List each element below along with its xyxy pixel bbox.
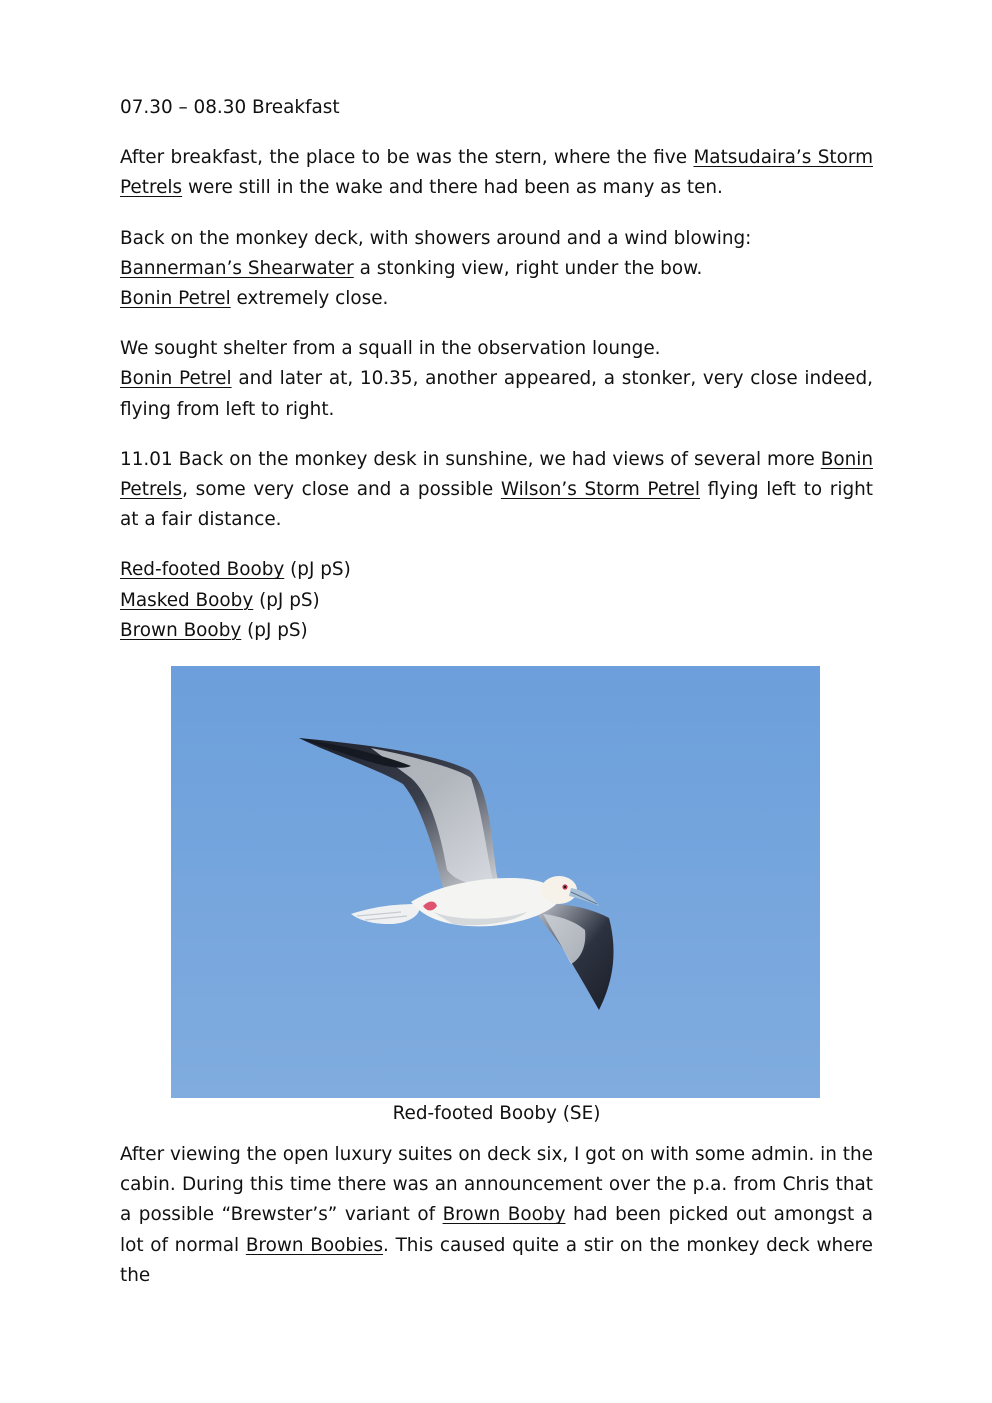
list-item: Masked Booby (pJ pS) xyxy=(120,589,320,611)
booby-photo xyxy=(171,666,820,1098)
species-list xyxy=(120,555,873,646)
list-item: Red-footed Booby (pJ pS) xyxy=(120,559,351,581)
time-heading: 07.30 – 08.30 Breakfast xyxy=(120,97,340,118)
document-body xyxy=(120,93,873,666)
species-bonin-petrel: Bonin Petrel xyxy=(120,288,231,310)
species-brown-booby: Brown Booby xyxy=(442,1204,566,1226)
list-item: Brown Booby (pJ pS) xyxy=(120,619,308,641)
paragraph-monkey-deck: Back on the monkey deck, with showers around and a wind blowing: Bannerman’s Shearwater a stonking view, right under the bow. Bonin Petrel extremely close. xyxy=(120,227,752,310)
figure-caption: Red-footed Booby (SE) xyxy=(392,1103,601,1124)
species-bonin-petrels: Bonin Petrels xyxy=(120,448,873,501)
species-bannermans-shearwater: Bannerman’s Shearwater xyxy=(120,257,354,279)
red-footed-booby-image xyxy=(171,666,820,1098)
species-matsudairas-storm-petrels: Matsudaira’s Storm Petrels xyxy=(120,147,873,199)
paragraph-lounge: We sought shelter from a squall in the observation lounge. Bonin Petrel and later at, 10.35, another appeared, a stonker, very close indeed, flying from left to right. xyxy=(120,338,873,420)
species-wilsons-storm-petrel: Wilson’s Storm Petrel xyxy=(500,479,700,501)
species-brown-boobies: Brown Boobies xyxy=(245,1234,384,1256)
paragraph-sunshine: 11.01 Back on the monkey desk in sunshine, we had views of several more Bonin Petrels, some very close and a possible Wilson’s Storm Petrel flying left to right at a fair distance. xyxy=(120,448,874,531)
paragraph-stern: After breakfast, the place to be was the stern, where the five Matsudaira’s Storm Petrels were still in the wake and there had been as many as ten. xyxy=(120,147,873,199)
paragraph-brewsters: After viewing the open luxury suites on deck six, I got on with some admin. in the cabin. During this time there was an announcement over the p.a. from Chris that a possible “Brewster’s” variant of Brown Booby had been picked out amongst a lot of normal Brown Boobies. This caused quite a stir on the monkey deck where the xyxy=(120,1144,873,1286)
species-bonin-petrel-2: Bonin Petrel xyxy=(120,368,232,390)
